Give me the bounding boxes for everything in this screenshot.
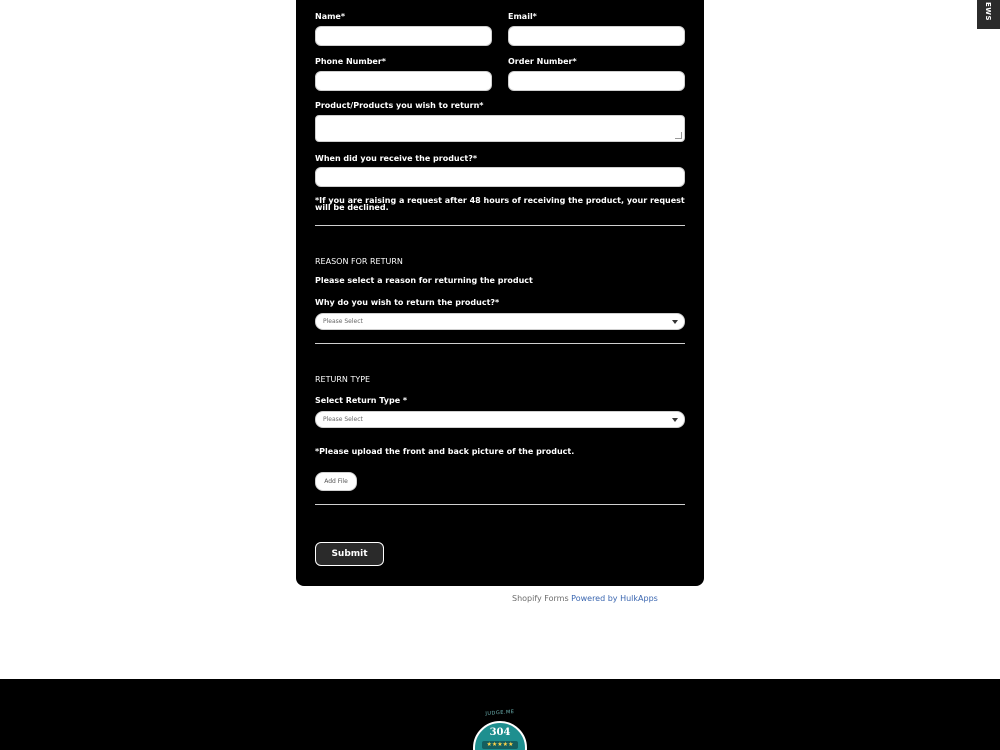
return-type-select-value: Please Select xyxy=(323,416,363,423)
powered-by-footnote xyxy=(512,594,658,603)
side-reviews-tab[interactable] xyxy=(977,0,1000,29)
upload-note: *Please upload the front and back picture of the product. xyxy=(315,447,575,456)
phone-label: Phone Number* xyxy=(315,57,386,66)
reason-select-value: Please Select xyxy=(323,318,363,325)
reason-section-title: REASON FOR RETURN xyxy=(315,257,403,266)
name-label: Name* xyxy=(315,12,346,21)
chevron-down-icon xyxy=(672,418,678,422)
email-label: Email* xyxy=(508,12,537,21)
divider xyxy=(315,343,685,344)
divider xyxy=(315,504,685,505)
judgeme-review-badge[interactable] xyxy=(473,721,527,750)
divider xyxy=(315,225,685,226)
resize-grip-icon[interactable] xyxy=(675,132,682,139)
review-count: 304 xyxy=(489,727,511,738)
site-footer xyxy=(0,679,1000,750)
product-textarea[interactable] xyxy=(315,115,685,142)
return-type-label: Select Return Type * xyxy=(315,396,408,405)
reason-select[interactable] xyxy=(315,313,685,330)
late-request-notice: *If you are raising a request after 48 hours of receiving the product, your request will be declined. xyxy=(315,196,685,212)
add-file-button[interactable]: Add File xyxy=(315,472,357,491)
order-number-label: Order Number* xyxy=(508,57,577,66)
received-date-input[interactable] xyxy=(315,167,685,187)
shopify-forms-text: Shopify Forms xyxy=(512,594,572,603)
chevron-down-icon xyxy=(672,320,678,324)
submit-button[interactable]: Submit xyxy=(315,542,384,566)
reason-hint: Please select a reason for returning the product xyxy=(315,276,533,285)
return-type-section-title: RETURN TYPE xyxy=(315,375,371,384)
return-request-form xyxy=(296,0,704,586)
phone-input[interactable] xyxy=(315,71,492,91)
order-number-input[interactable] xyxy=(508,71,685,91)
hulkapps-link[interactable]: Powered by HulkApps xyxy=(571,594,658,603)
side-tab-label: EWS xyxy=(984,2,992,22)
star-rating-icon: ★★★★★ xyxy=(482,741,518,749)
product-label: Product/Products you wish to return* xyxy=(315,101,484,110)
reason-question-label: Why do you wish to return the product?* xyxy=(315,298,500,307)
email-input[interactable] xyxy=(508,26,685,46)
judgeme-label: JUDGE.ME xyxy=(485,708,515,718)
name-input[interactable] xyxy=(315,26,492,46)
return-type-select[interactable] xyxy=(315,411,685,428)
received-date-label: When did you receive the product?* xyxy=(315,154,478,163)
